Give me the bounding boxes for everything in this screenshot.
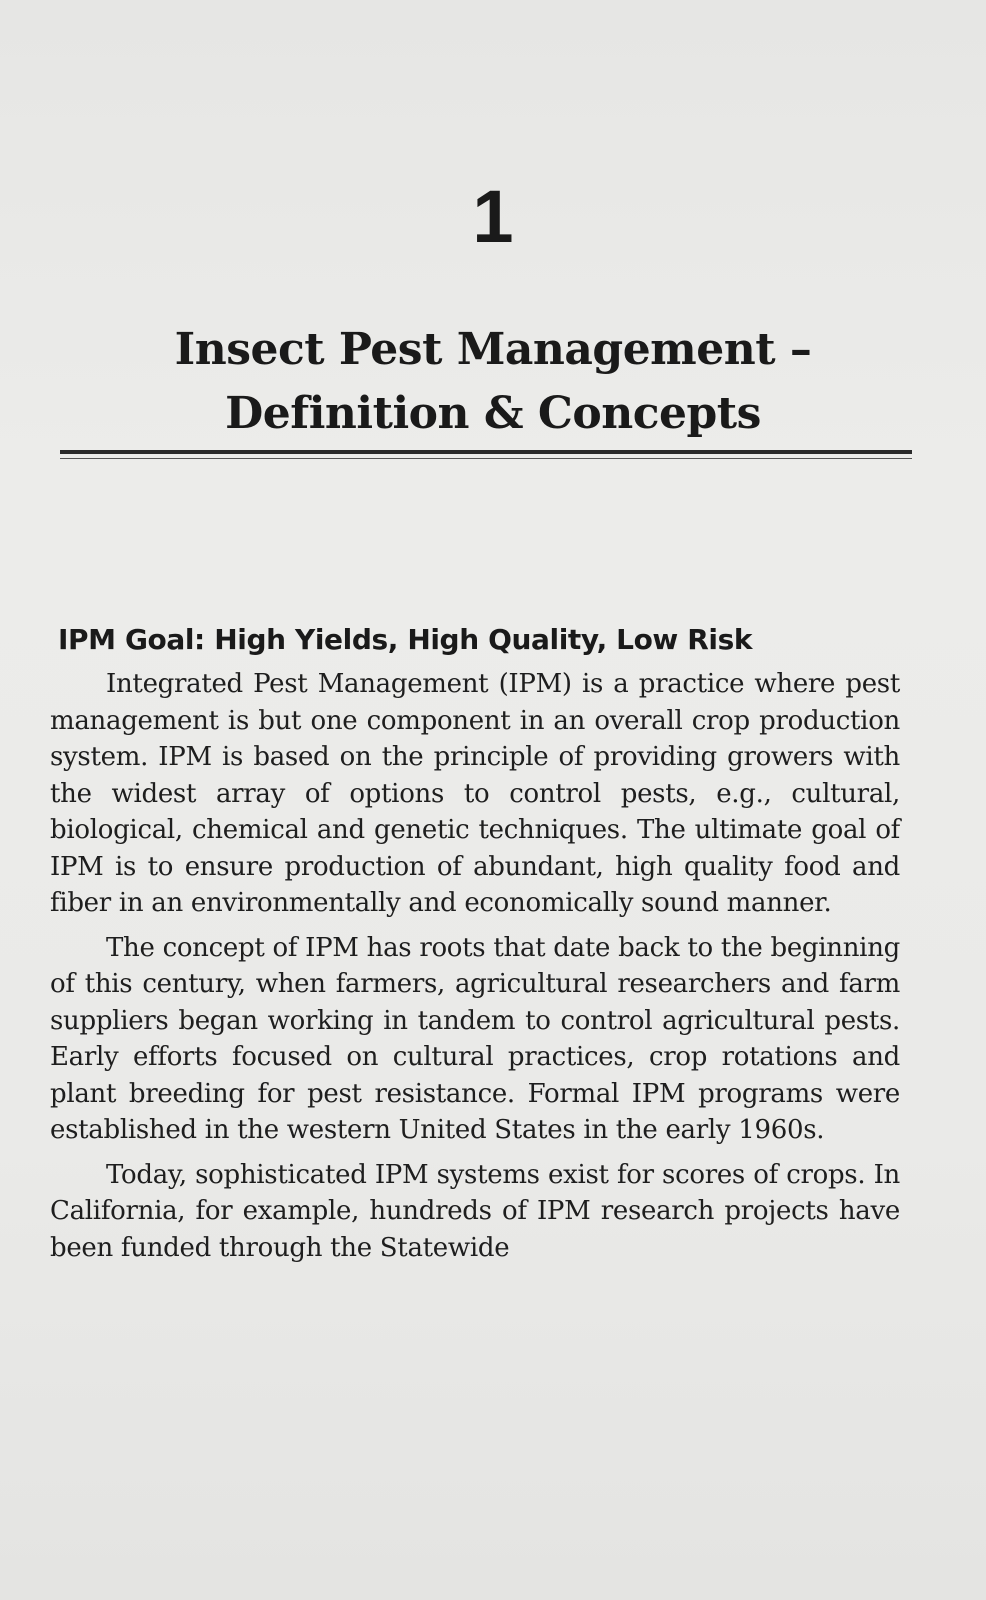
- body-text: [50, 666, 900, 1274]
- section-heading: IPM Goal: High Yields, High Quality, Low Risk: [58, 623, 753, 656]
- chapter-number: 1: [472, 175, 514, 258]
- title-rule-thin: [60, 458, 912, 459]
- chapter-title-line-2: Definition & Concepts: [225, 388, 761, 439]
- paragraph-1: Integrated Pest Management (IPM) is a practice where pest management is but one component in an overall crop production system. IPM is based on the principle of providing growers with the widest array of options to control pests, e.g., cultural, biological, chemical and genetic techniques. The ultimate goal of IPM is to ensure production of abundant, high quality food and fiber in an environmentally and economically sound manner.: [50, 669, 900, 918]
- paragraph-3: Today, sophisticated IPM systems exist for scores of crops. In California, for example, hundreds of IPM research projects have been funded through the Statewide: [50, 1159, 900, 1263]
- chapter-title-line-1: Insect Pest Management –: [174, 324, 812, 375]
- title-rule: [60, 450, 912, 454]
- paragraph-2: The concept of IPM has roots that date back to the beginning of this century, when farmers, agricultural researchers and farm suppliers began working in tandem to control agricultural pests. Early efforts focused on cultural practices, crop rotations and plant breeding for pest resistance. Formal IPM programs were established in the western United States in the early 1960s.: [50, 932, 900, 1145]
- chapter-title: [0, 318, 986, 446]
